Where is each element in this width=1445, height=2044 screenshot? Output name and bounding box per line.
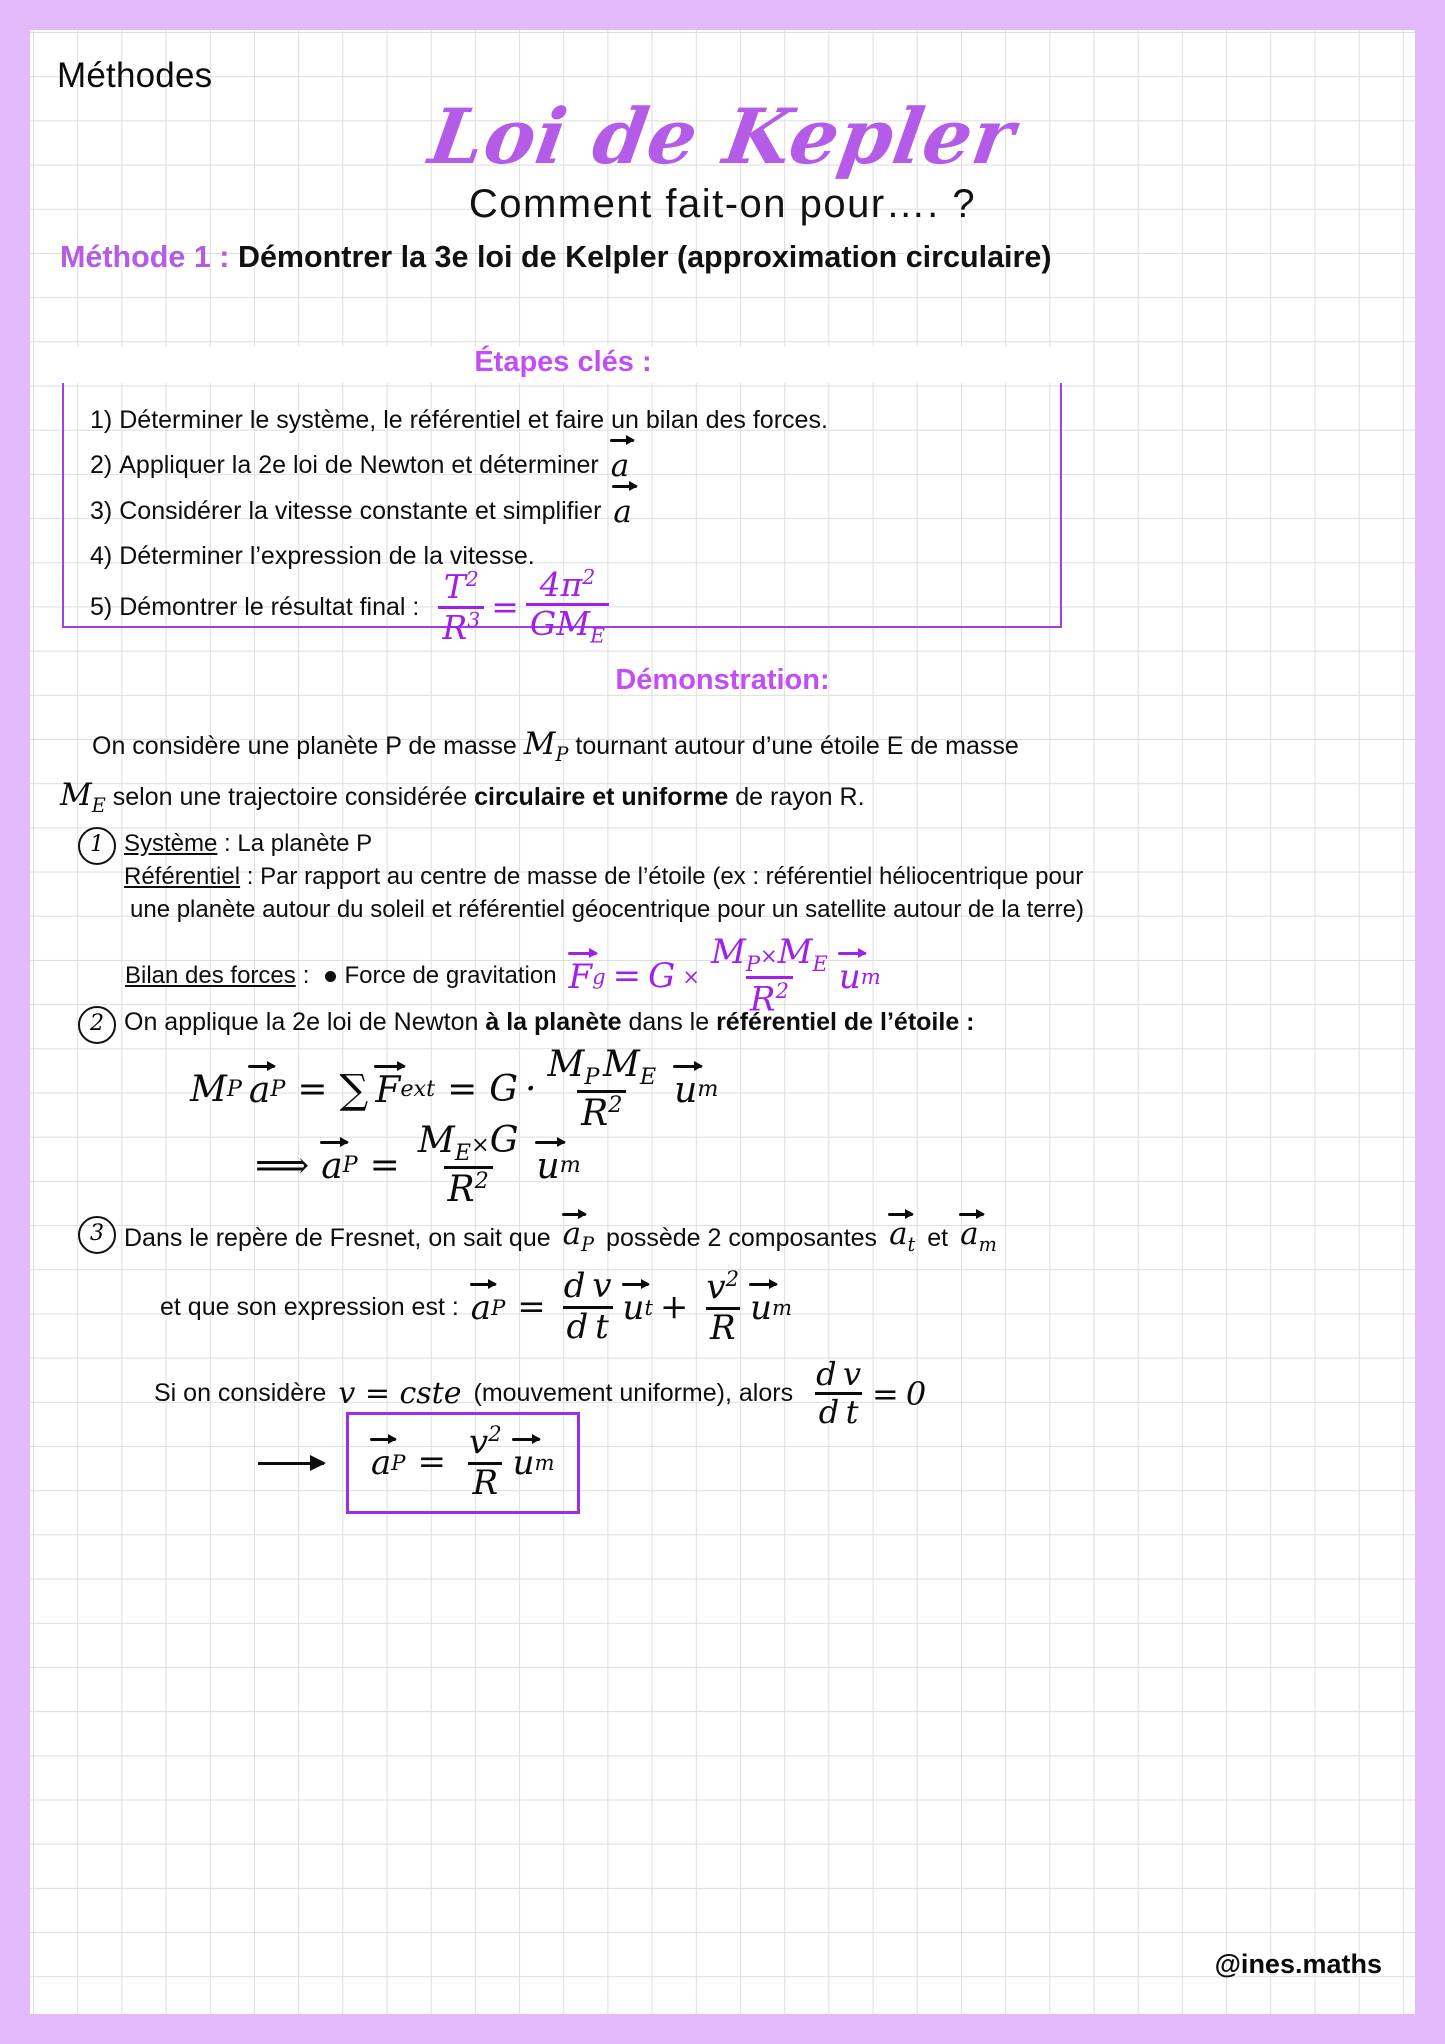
demo-section-3 bbox=[78, 1216, 1415, 1261]
systeme-label: Système bbox=[124, 830, 218, 857]
section-number-badge: 2 bbox=[78, 1006, 116, 1044]
list-item bbox=[90, 488, 1040, 534]
kepler-third-law-formula: $\frac{T^2}{R^3}$ = $\frac{4\pi^2}{GM_E}$ bbox=[431, 567, 616, 647]
method-label: Méthode 1 : bbox=[60, 240, 230, 274]
fresnet-text-b: possède 2 composantes bbox=[606, 1224, 878, 1253]
newton-text-bold-1: à la planète bbox=[485, 1008, 622, 1036]
newton-equation-1: M P a P = ∑ F ext = G · $\frac{M_P M_E}{R^2}$ u m bbox=[190, 1044, 719, 1135]
step-number: 4) bbox=[90, 542, 113, 570]
arrow-right-icon bbox=[258, 1462, 324, 1465]
referentiel-line-2: une planète autour du soleil et référentiel géocentrique pour un satellite autour de la terre) bbox=[130, 896, 1084, 923]
acceleration-vector-icon: a bbox=[611, 442, 629, 488]
fresnet-text-a: Dans le repère de Fresnet, on sait que bbox=[124, 1224, 551, 1253]
final-result-row bbox=[258, 1412, 580, 1514]
mass-p-symbol: $M_P$ bbox=[523, 726, 569, 767]
step-text: Démontrer le résultat final : bbox=[119, 593, 420, 621]
si-text-b: (mouvement uniforme) bbox=[473, 1379, 725, 1408]
systeme-line bbox=[124, 827, 1084, 860]
section-2-body bbox=[124, 1006, 975, 1039]
list-item bbox=[90, 564, 1040, 648]
intro-line-1 bbox=[92, 727, 1382, 772]
acceleration-p-vector-icon: $a_P$ bbox=[562, 1216, 595, 1257]
acceleration-vector-icon: a bbox=[613, 488, 631, 534]
acceleration-m-vector-icon: $a_m$ bbox=[960, 1216, 997, 1257]
bullet-icon bbox=[325, 971, 336, 982]
si-text-c: , alors bbox=[724, 1379, 794, 1408]
fresnet-expression-formula: a P = $\frac{\text{d v}}{\text{d t}}$ u t + $\frac{v^2}{R}$ u m bbox=[470, 1266, 792, 1348]
demo-section-2 bbox=[78, 1006, 1408, 1044]
list-item bbox=[90, 442, 1040, 488]
step-number: 5) bbox=[90, 593, 113, 621]
section-number-badge: 3 bbox=[78, 1216, 116, 1254]
step-number: 1) bbox=[90, 406, 113, 434]
intro-line-2 bbox=[60, 778, 1380, 823]
page-title: Loi de Kepler bbox=[423, 92, 1022, 181]
author-handle: @ines.maths bbox=[1214, 1949, 1382, 1979]
final-result-box: a P = $\frac{v^2}{R}$ u m bbox=[346, 1412, 580, 1514]
referentiel-label: Référentiel bbox=[124, 863, 241, 890]
newton-text-a: On applique la 2e loi de Newton bbox=[124, 1008, 479, 1036]
step-number: 3) bbox=[90, 497, 113, 525]
bilan-separator: : bbox=[302, 962, 310, 990]
key-steps-list bbox=[90, 398, 1040, 648]
step-text: Déterminer l’expression de la vitesse. bbox=[119, 542, 535, 570]
notebook-page bbox=[30, 30, 1415, 2014]
mass-e-symbol: $M_E$ bbox=[60, 777, 106, 818]
intro-text-a: On considère une planète P de masse bbox=[92, 732, 517, 760]
newton-text-bold-2: référentiel de l’étoile : bbox=[716, 1008, 975, 1036]
page-header-label: Méthodes bbox=[57, 56, 213, 95]
bilan-item: Force de gravitation bbox=[344, 962, 557, 990]
intro-text-b: tournant autour d’une étoile E de masse bbox=[575, 732, 1019, 760]
page-subtitle: Comment fait-on pour…. ? bbox=[468, 182, 977, 226]
section-3-body bbox=[124, 1216, 997, 1261]
fresnet-text-et: et bbox=[927, 1224, 949, 1253]
section-1-body bbox=[124, 827, 1084, 926]
systeme-value: : La planète P bbox=[224, 830, 373, 857]
derivative-zero-formula: $\frac{\text{d v}}{\text{d t}}$ = 0 bbox=[816, 1355, 927, 1432]
method-heading bbox=[60, 240, 1052, 275]
key-steps-title bbox=[62, 346, 1064, 383]
step-text: Appliquer la 2e loi de Newton et déterminer bbox=[119, 451, 599, 479]
fresnet-expression-line bbox=[160, 1268, 792, 1346]
constant-speed-formula: v = cste bbox=[338, 1376, 462, 1412]
step-number: 2) bbox=[90, 451, 113, 479]
intro-text-b: de rayon R. bbox=[735, 783, 865, 811]
section-number-badge: 1 bbox=[78, 827, 116, 865]
intro-text-a: selon une trajectoire considérée bbox=[112, 783, 468, 811]
step-text: Considérer la vitesse constante et simplifier bbox=[119, 497, 602, 525]
demo-section-1 bbox=[78, 827, 1398, 926]
step-text: Déterminer le système, le référentiel et faire un bilan des forces. bbox=[119, 406, 828, 434]
method-text: Démontrer la 3e loi de Kelpler (approximation circulaire) bbox=[237, 240, 1052, 274]
referentiel-line bbox=[124, 860, 1084, 893]
newton-equation-2: ⟹ a P = $\frac{M_E\times G}{R^2}$ u m bbox=[255, 1120, 581, 1211]
bilan-label: Bilan des forces bbox=[125, 962, 296, 990]
key-steps-title-text: Étapes clés : bbox=[458, 346, 667, 378]
key-steps-section bbox=[62, 346, 1064, 648]
list-item bbox=[90, 398, 1040, 442]
expression-label: et que son expression est : bbox=[160, 1292, 459, 1321]
intro-text-bold: circulaire et uniforme bbox=[474, 783, 729, 811]
newton-text-b: dans le bbox=[628, 1008, 710, 1036]
acceleration-t-vector-icon: $a_t$ bbox=[889, 1216, 916, 1257]
referentiel-value: : Par rapport au centre de masse de l’étoile (ex : référentiel héliocentrique pour bbox=[246, 863, 1084, 890]
gravitation-force-formula: F g = G × $\frac{M_P\times M_E}{R^2}$ u m bbox=[568, 932, 881, 1020]
si-text-a: Si on considère bbox=[154, 1379, 327, 1408]
demonstration-title: Démonstration: bbox=[615, 664, 830, 696]
